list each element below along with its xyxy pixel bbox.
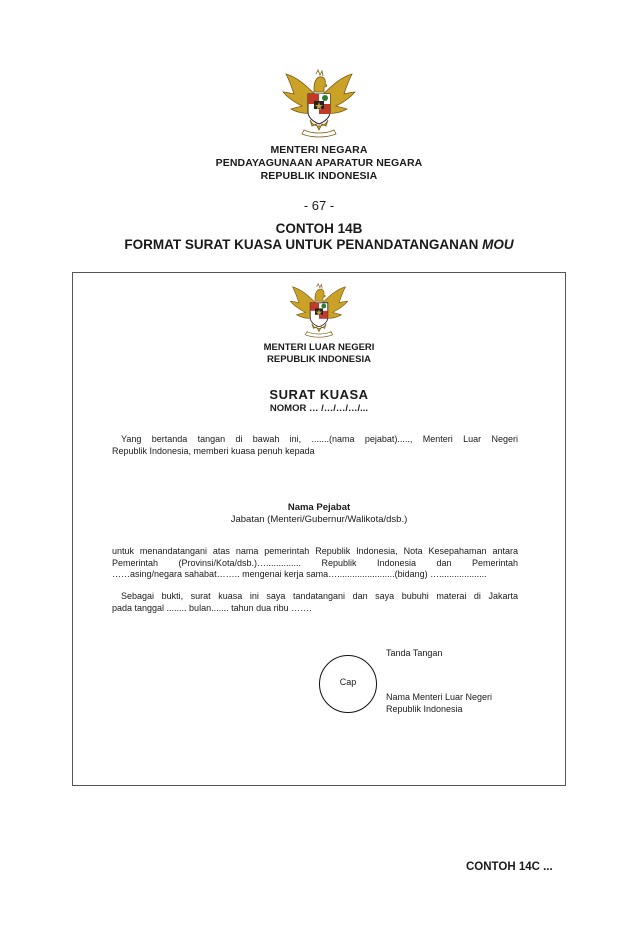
authority-line-1: untuk menandatangani atas nama pemerintah Republik Indonesia, Nota Kesepahaman antara bbox=[112, 546, 518, 556]
stamp-label: Cap bbox=[339, 677, 357, 687]
next-example-label: CONTOH 14C ... bbox=[466, 861, 553, 873]
header-line-1: MENTERI NEGARA bbox=[270, 144, 368, 156]
page-number: - 67 - bbox=[303, 198, 335, 213]
authority-line-2: Pemerintah (Provinsi/Kota/dsb.)….............. Republik Indonesia dan Pemerintah bbox=[112, 557, 518, 568]
signature-label: Tanda Tangan bbox=[386, 648, 443, 658]
top-garuda-emblem bbox=[280, 68, 358, 138]
header-line-2: PENDAYAGUNAAN APARATUR NEGARA bbox=[215, 157, 423, 169]
letter-title: SURAT KUASA bbox=[269, 387, 369, 402]
signer-country: Republik Indonesia bbox=[386, 704, 463, 714]
closing-paragraph bbox=[112, 591, 518, 614]
example-title-main: FORMAT SURAT KUASA UNTUK PENANDATANGANAN bbox=[124, 237, 483, 252]
example-title-italic: MOU bbox=[482, 237, 514, 252]
closing-line-1: Sebagai bukti, surat kuasa ini saya tandatangani dan saya bubuhi materai di Jakarta bbox=[121, 591, 518, 601]
letter-number: NOMOR … /…/…/…/... bbox=[269, 403, 369, 414]
opening-line-2: Republik Indonesia, memberi kuasa penuh kepada bbox=[112, 445, 315, 456]
example-number: CONTOH 14B bbox=[275, 221, 363, 236]
garuda-icon bbox=[286, 282, 352, 338]
closing-line-2: pada tanggal ........ bulan....... tahun dua ribu ……. bbox=[112, 602, 312, 613]
authority-paragraph bbox=[112, 546, 518, 581]
official-position: Jabatan (Menteri/Gubernur/Walikota/dsb.) bbox=[230, 514, 408, 525]
signer-name: Nama Menteri Luar Negeri bbox=[386, 692, 493, 702]
header-line-3: REPUBLIK INDONESIA bbox=[260, 170, 378, 182]
opening-paragraph bbox=[112, 434, 518, 457]
garuda-icon bbox=[280, 68, 358, 138]
opening-line-1: Yang bertanda tangan di bawah ini, .......(nama pejabat)....., Menteri Luar Negeri bbox=[121, 434, 518, 444]
issuer-line-2: REPUBLIK INDONESIA bbox=[267, 354, 371, 365]
example-title bbox=[0, 237, 638, 252]
issuer-line-1: MENTERI LUAR NEGERI bbox=[263, 342, 375, 353]
letter-garuda-emblem bbox=[286, 282, 352, 338]
authority-line-3: ……asing/negara sahabat…….. mengenai kerja sama….......................(bidang) …................... bbox=[112, 569, 487, 579]
official-name: Nama Pejabat bbox=[287, 502, 351, 513]
